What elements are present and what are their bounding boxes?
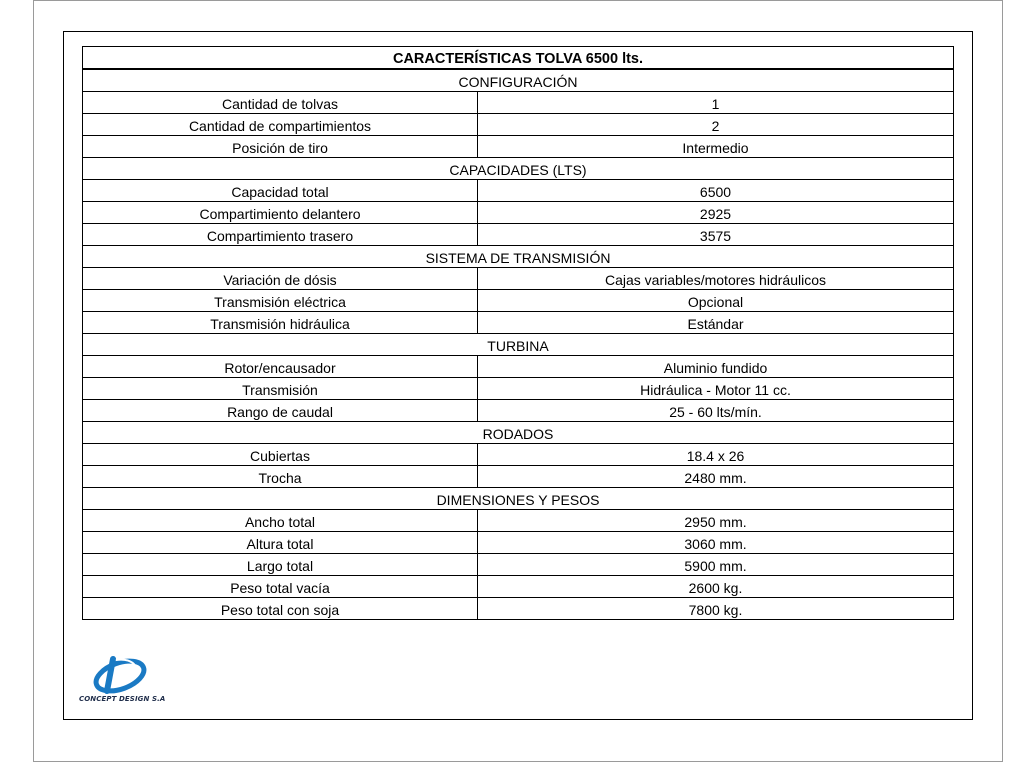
spec-value: 25 - 60 lts/mín. (478, 400, 954, 422)
section-header: CAPACIDADES (LTS) (83, 158, 954, 180)
spec-value: 3060 mm. (478, 532, 954, 554)
spec-label: Cubiertas (83, 444, 478, 466)
spec-value: 2600 kg. (478, 576, 954, 598)
section-header: CONFIGURACIÓN (83, 69, 954, 92)
section-header-row (83, 488, 954, 510)
section-header-row (83, 422, 954, 444)
spec-label: Rotor/encausador (83, 356, 478, 378)
spec-value: Cajas variables/motores hidráulicos (478, 268, 954, 290)
spec-value: 1 (478, 92, 954, 114)
spec-label: Capacidad total (83, 180, 478, 202)
spec-label: Peso total con soja (83, 598, 478, 620)
table-title-row (83, 47, 954, 70)
spec-label: Compartimiento trasero (83, 224, 478, 246)
table-row (83, 114, 954, 136)
table-row (83, 576, 954, 598)
spec-value: 3575 (478, 224, 954, 246)
spec-label: Transmisión hidráulica (83, 312, 478, 334)
table-row (83, 136, 954, 158)
table-row (83, 378, 954, 400)
spec-label: Compartimiento delantero (83, 202, 478, 224)
table-row (83, 202, 954, 224)
spec-label: Trocha (83, 466, 478, 488)
section-header: DIMENSIONES Y PESOS (83, 488, 954, 510)
spec-value: 2925 (478, 202, 954, 224)
spec-value: 2950 mm. (478, 510, 954, 532)
spec-value: 18.4 x 26 (478, 444, 954, 466)
section-header-row (83, 158, 954, 180)
section-header-row (83, 246, 954, 268)
table-row (83, 290, 954, 312)
spec-label: Variación de dósis (83, 268, 478, 290)
table-row (83, 532, 954, 554)
spec-value: Aluminio fundido (478, 356, 954, 378)
table-row (83, 598, 954, 620)
table-row (83, 356, 954, 378)
table-row (83, 268, 954, 290)
table-row (83, 224, 954, 246)
spec-label: Transmisión (83, 378, 478, 400)
section-header-row (83, 334, 954, 356)
table-row (83, 92, 954, 114)
concept-design-logo-icon (93, 655, 149, 695)
company-name: CONCEPT DESIGN S.A (79, 695, 166, 703)
spec-label: Peso total vacía (83, 576, 478, 598)
section-header: SISTEMA DE TRANSMISIÓN (83, 246, 954, 268)
table-row (83, 180, 954, 202)
section-header: TURBINA (83, 334, 954, 356)
table-row (83, 312, 954, 334)
spec-value: 7800 kg. (478, 598, 954, 620)
table-row (83, 444, 954, 466)
spec-value: 6500 (478, 180, 954, 202)
spec-value: 2 (478, 114, 954, 136)
table-row (83, 400, 954, 422)
spec-value: Hidráulica - Motor 11 cc. (478, 378, 954, 400)
section-header: RODADOS (83, 422, 954, 444)
spec-label: Cantidad de compartimientos (83, 114, 478, 136)
spec-label: Altura total (83, 532, 478, 554)
spec-value: 2480 mm. (478, 466, 954, 488)
table-row (83, 466, 954, 488)
spec-value: Opcional (478, 290, 954, 312)
spec-label: Transmisión eléctrica (83, 290, 478, 312)
company-logo (79, 655, 166, 707)
table-row (83, 510, 954, 532)
section-header-row (83, 69, 954, 92)
table-title: CARACTERÍSTICAS TOLVA 6500 lts. (83, 47, 954, 70)
spec-value: 5900 mm. (478, 554, 954, 576)
spec-value: Estándar (478, 312, 954, 334)
specifications-table (82, 46, 954, 620)
spec-label: Largo total (83, 554, 478, 576)
spec-label: Cantidad de tolvas (83, 92, 478, 114)
table-row (83, 554, 954, 576)
spec-value: Intermedio (478, 136, 954, 158)
spec-label: Ancho total (83, 510, 478, 532)
spec-label: Rango de caudal (83, 400, 478, 422)
spec-label: Posición de tiro (83, 136, 478, 158)
